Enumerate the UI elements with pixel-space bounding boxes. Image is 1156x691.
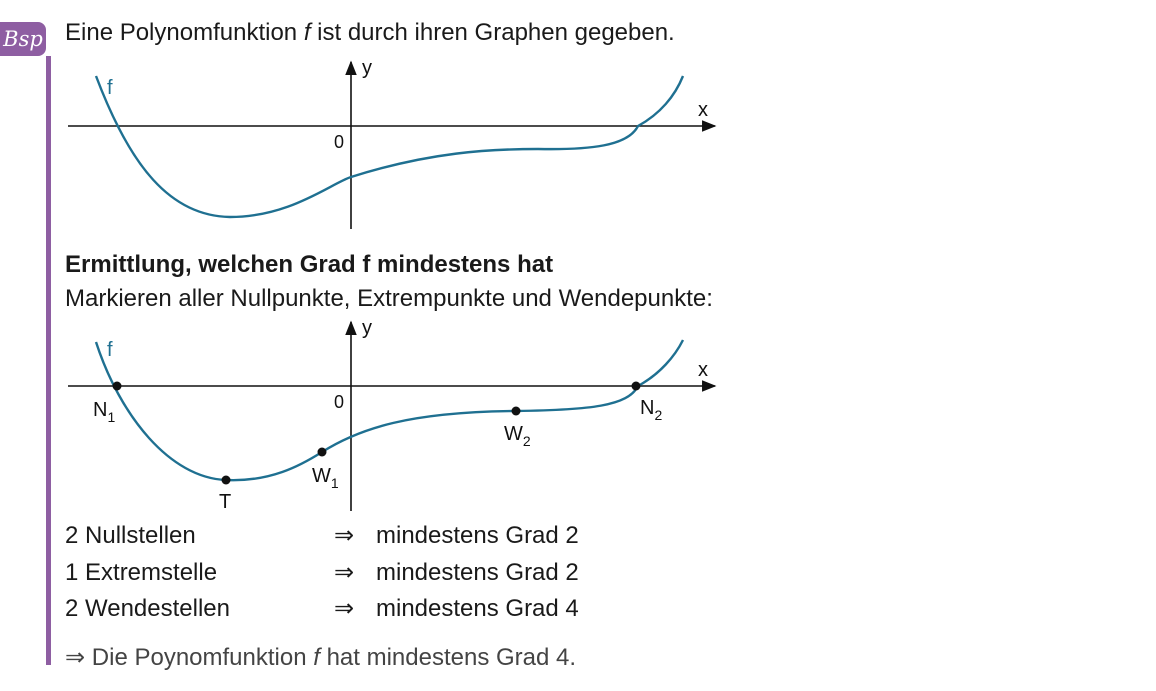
- minimum-point-t: [222, 476, 231, 485]
- zero-point-n1: [113, 382, 122, 391]
- point-label-n2: $N_2$: [640, 397, 663, 423]
- origin-label: 0: [334, 132, 345, 152]
- x-axis-label: x: [698, 99, 708, 121]
- intro-text: [65, 18, 675, 48]
- row-inflection-label: 2 Wendestellen: [65, 595, 230, 622]
- y-axis-label: y: [362, 317, 372, 339]
- inflection-point-w2: [512, 407, 521, 416]
- conclusion-prefix: Die Poynomfunktion: [85, 644, 314, 671]
- example-badge: Bsp: [0, 22, 46, 56]
- inflection-point-w1: [318, 448, 327, 457]
- row-extrema-result: mindestens Grad 2: [376, 559, 579, 586]
- point-label-n1: $N_1$: [93, 399, 116, 425]
- origin-label: 0: [334, 392, 345, 412]
- point-label-t: T: [219, 491, 232, 513]
- row-zeros-result: mindestens Grad 2: [376, 522, 579, 549]
- graph-2: [60, 316, 760, 516]
- conclusion-function-name: f: [313, 644, 320, 671]
- conclusion-suffix: hat mindestens Grad 4.: [319, 644, 577, 671]
- row-inflection-result: mindestens Grad 4: [376, 595, 579, 622]
- point-label-w2: $W_2$: [504, 423, 531, 449]
- y-axis-label: y: [362, 57, 372, 79]
- implies-arrow: ⇒: [334, 595, 355, 622]
- implies-arrow: ⇒: [334, 559, 355, 586]
- row-extrema-label: 1 Extremstelle: [65, 559, 218, 586]
- graph-1: [60, 56, 760, 236]
- x-axis-label: x: [698, 359, 708, 381]
- section-heading: Ermittlung, welchen Grad f mindestens hat: [65, 251, 554, 278]
- function-curve: [96, 340, 683, 480]
- row-zeros-label: 2 Nullstellen: [65, 522, 196, 549]
- intro-prefix: Eine Polynomfunktion: [65, 19, 304, 46]
- conclusion-text: [65, 643, 576, 673]
- implies-arrow: ⇒: [334, 522, 355, 549]
- instruction-text: Markieren aller Nullpunkte, Extrempunkte und Wendepunkte:: [65, 285, 713, 312]
- function-curve: [96, 76, 683, 217]
- curve-label: f: [107, 339, 113, 361]
- curve-label: f: [107, 77, 113, 99]
- zero-point-n2: [632, 382, 641, 391]
- point-label-w1: $W_1$: [312, 465, 339, 491]
- intro-suffix: ist durch ihren Graphen gegeben.: [310, 19, 675, 46]
- conclusion-arrow: ⇒: [65, 644, 86, 671]
- margin-bar: [46, 56, 51, 665]
- intro-function-name: f: [303, 19, 311, 46]
